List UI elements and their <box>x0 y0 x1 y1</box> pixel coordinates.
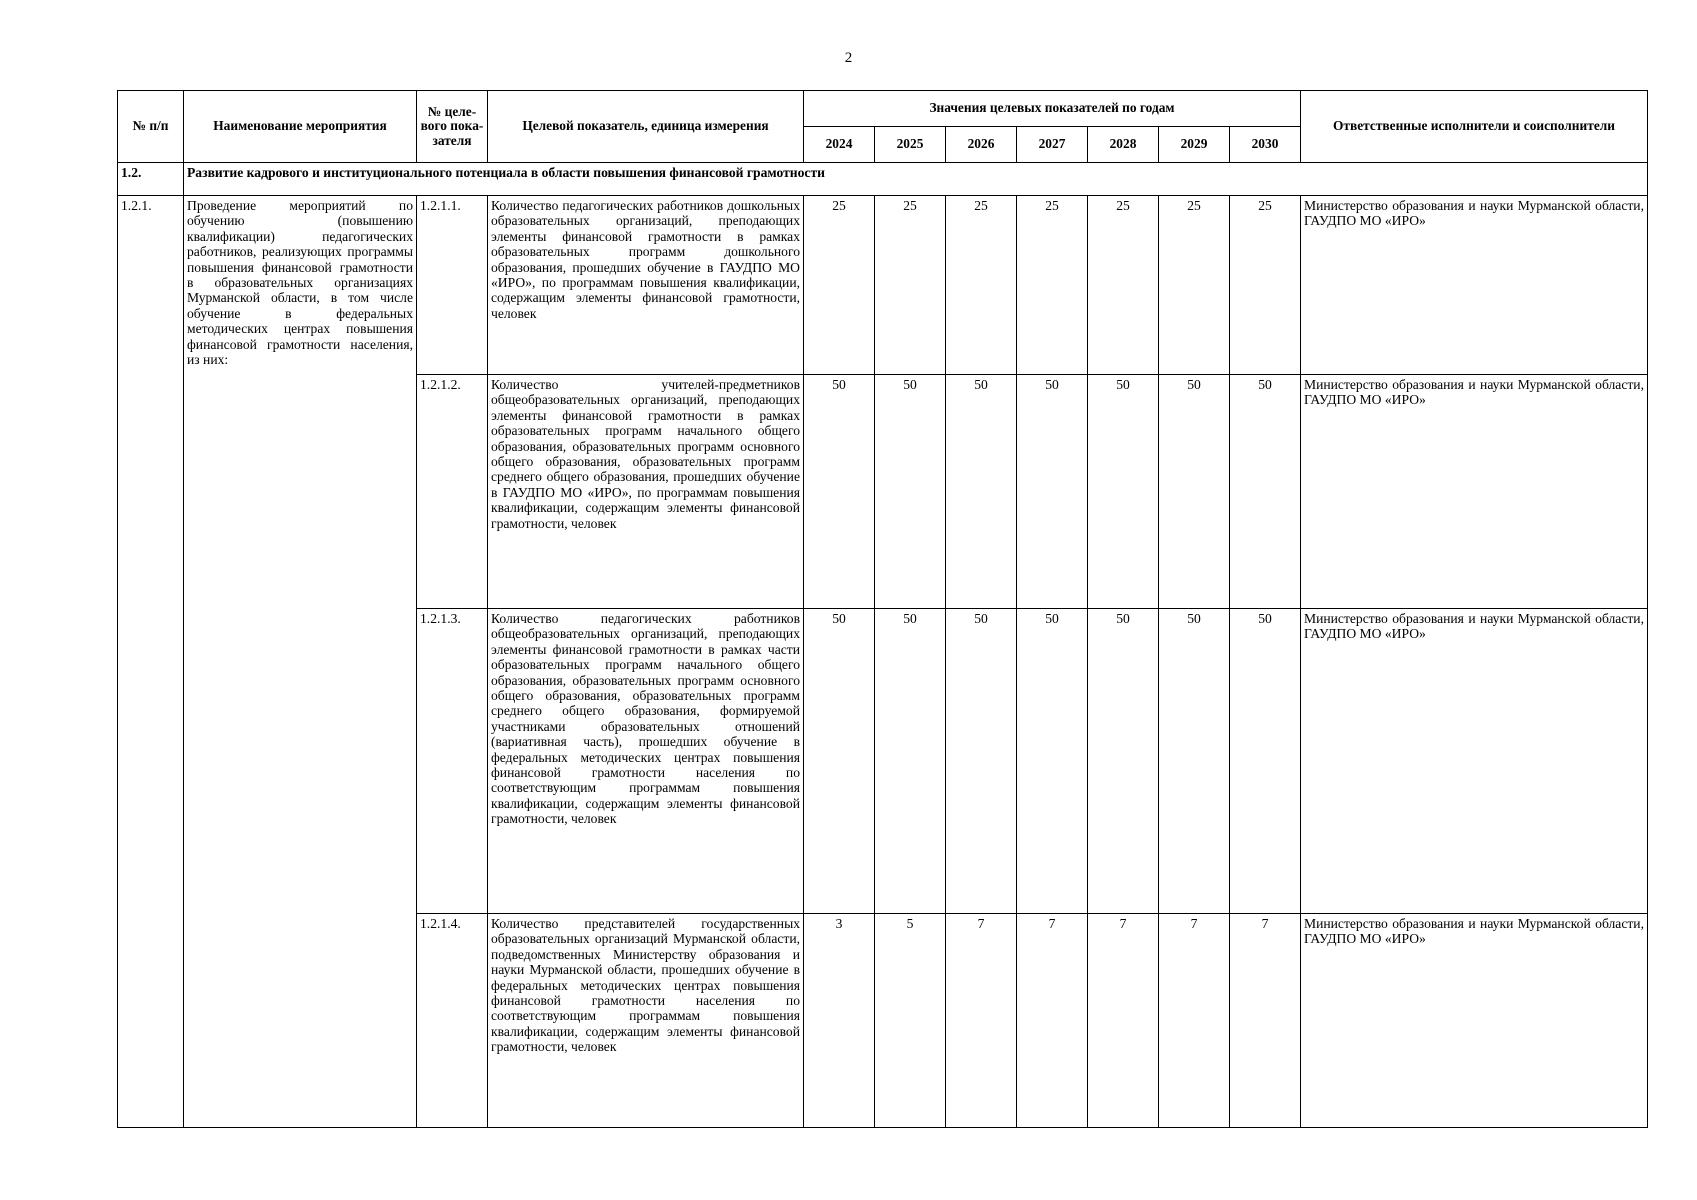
activity-name: Проведение мероприятий по обучению (повышению квалификации) педагогических работников, реализующих программы повышения финансовой грамотности в образовательных организациях Мурманской области, в том числе обучение в федеральных методических центрах повышения финансовой грамотности населения, из них: <box>184 196 417 1128</box>
value-2029: 50 <box>1159 375 1230 609</box>
value-2025: 50 <box>875 609 946 914</box>
value-2027: 50 <box>1017 375 1088 609</box>
header-responsible: Ответственные исполнители и соисполнители <box>1301 91 1648 163</box>
value-2028: 25 <box>1088 196 1159 375</box>
activity-number: 1.2.1. <box>118 196 184 1128</box>
value-2030: 7 <box>1230 914 1301 1128</box>
page-number: 2 <box>844 50 853 66</box>
value-2029: 7 <box>1159 914 1230 1128</box>
value-2027: 50 <box>1017 609 1088 914</box>
indicator-code: 1.2.1.1. <box>417 196 488 375</box>
header-indicator: Целевой показатель, единица измерения <box>488 91 804 163</box>
header-year: 2025 <box>875 127 946 163</box>
value-2028: 7 <box>1088 914 1159 1128</box>
value-2029: 25 <box>1159 196 1230 375</box>
responsible-text: Министерство образования и науки Мурманской области, ГАУДПО МО «ИРО» <box>1301 196 1648 375</box>
header-values-by-year: Значения целевых показателей по годам <box>804 91 1301 127</box>
header-year: 2028 <box>1088 127 1159 163</box>
value-2026: 25 <box>946 196 1017 375</box>
indicator-text: Количество педагогических работников дошкольных образовательных организаций, преподающих элементы финансовой грамотности в рамках образовательных программ дошкольного образования, прошедших обучение в ГАУДПО МО «ИРО», по программам повышения квалификации, содержащим элементы финансовой грамотности, человек <box>488 196 804 375</box>
indicator-code: 1.2.1.3. <box>417 609 488 914</box>
responsible-text: Министерство образования и науки Мурманской области, ГАУДПО МО «ИРО» <box>1301 914 1648 1128</box>
header-year: 2024 <box>804 127 875 163</box>
header-number: № п/п <box>118 91 184 163</box>
responsible-text: Министерство образования и науки Мурманской области, ГАУДПО МО «ИРО» <box>1301 375 1648 609</box>
indicator-code: 1.2.1.2. <box>417 375 488 609</box>
table-row <box>118 196 1648 375</box>
value-2026: 50 <box>946 609 1017 914</box>
target-indicators-table <box>117 90 1648 1128</box>
header-indicator-number: № целе-вого пока-зателя <box>417 91 488 163</box>
value-2025: 5 <box>875 914 946 1128</box>
value-2026: 7 <box>946 914 1017 1128</box>
section-number: 1.2. <box>118 163 184 196</box>
header-year: 2029 <box>1159 127 1230 163</box>
value-2030: 50 <box>1230 609 1301 914</box>
value-2025: 50 <box>875 375 946 609</box>
header-year: 2030 <box>1230 127 1301 163</box>
value-2028: 50 <box>1088 609 1159 914</box>
value-2024: 50 <box>804 609 875 914</box>
value-2028: 50 <box>1088 375 1159 609</box>
header-year: 2027 <box>1017 127 1088 163</box>
table-header <box>118 91 1648 163</box>
value-2024: 3 <box>804 914 875 1128</box>
value-2027: 25 <box>1017 196 1088 375</box>
indicator-text: Количество педагогических работников общеобразовательных организаций, преподающих элементы финансовой грамотности в рамках части образовательных программ начального общего образования, образовательных программ основного общего образования, образовательных программ среднего общего образования, формируемой участниками образовательных отношений (вариативная часть), прошедших обучение в федеральных методических центрах повышения финансовой грамотности населения по соответствующим программам повышения квалификации, содержащим элементы финансовой грамотности, человек <box>488 609 804 914</box>
indicator-text: Количество представителей государственных образовательных организаций Мурманской области, подведомственных Министерству образования и науки Мурманской области, прошедших обучение в федеральных методических центрах повышения финансовой грамотности населения по соответствующим программам повышения квалификации, содержащим элементы финансовой грамотности, человек <box>488 914 804 1128</box>
value-2030: 25 <box>1230 196 1301 375</box>
header-year: 2026 <box>946 127 1017 163</box>
responsible-text: Министерство образования и науки Мурманской области, ГАУДПО МО «ИРО» <box>1301 609 1648 914</box>
value-2026: 50 <box>946 375 1017 609</box>
value-2025: 25 <box>875 196 946 375</box>
value-2024: 50 <box>804 375 875 609</box>
value-2027: 7 <box>1017 914 1088 1128</box>
section-row <box>118 163 1648 196</box>
indicator-code: 1.2.1.4. <box>417 914 488 1128</box>
value-2024: 25 <box>804 196 875 375</box>
value-2029: 50 <box>1159 609 1230 914</box>
header-activity: Наименование мероприятия <box>184 91 417 163</box>
section-title: Развитие кадрового и институционального потенциала в области повышения финансовой грамотности <box>184 163 1648 196</box>
value-2030: 50 <box>1230 375 1301 609</box>
indicator-text: Количество учителей-предметников общеобразовательных организаций, преподающих элементы финансовой грамотности в рамках образовательных программ начального общего образования, образовательных программ основного общего образования, образовательных программ среднего общего образования, прошедших обучение в ГАУДПО МО «ИРО», по программам повышения квалификации, содержащим элементы финансовой грамотности, человек <box>488 375 804 609</box>
